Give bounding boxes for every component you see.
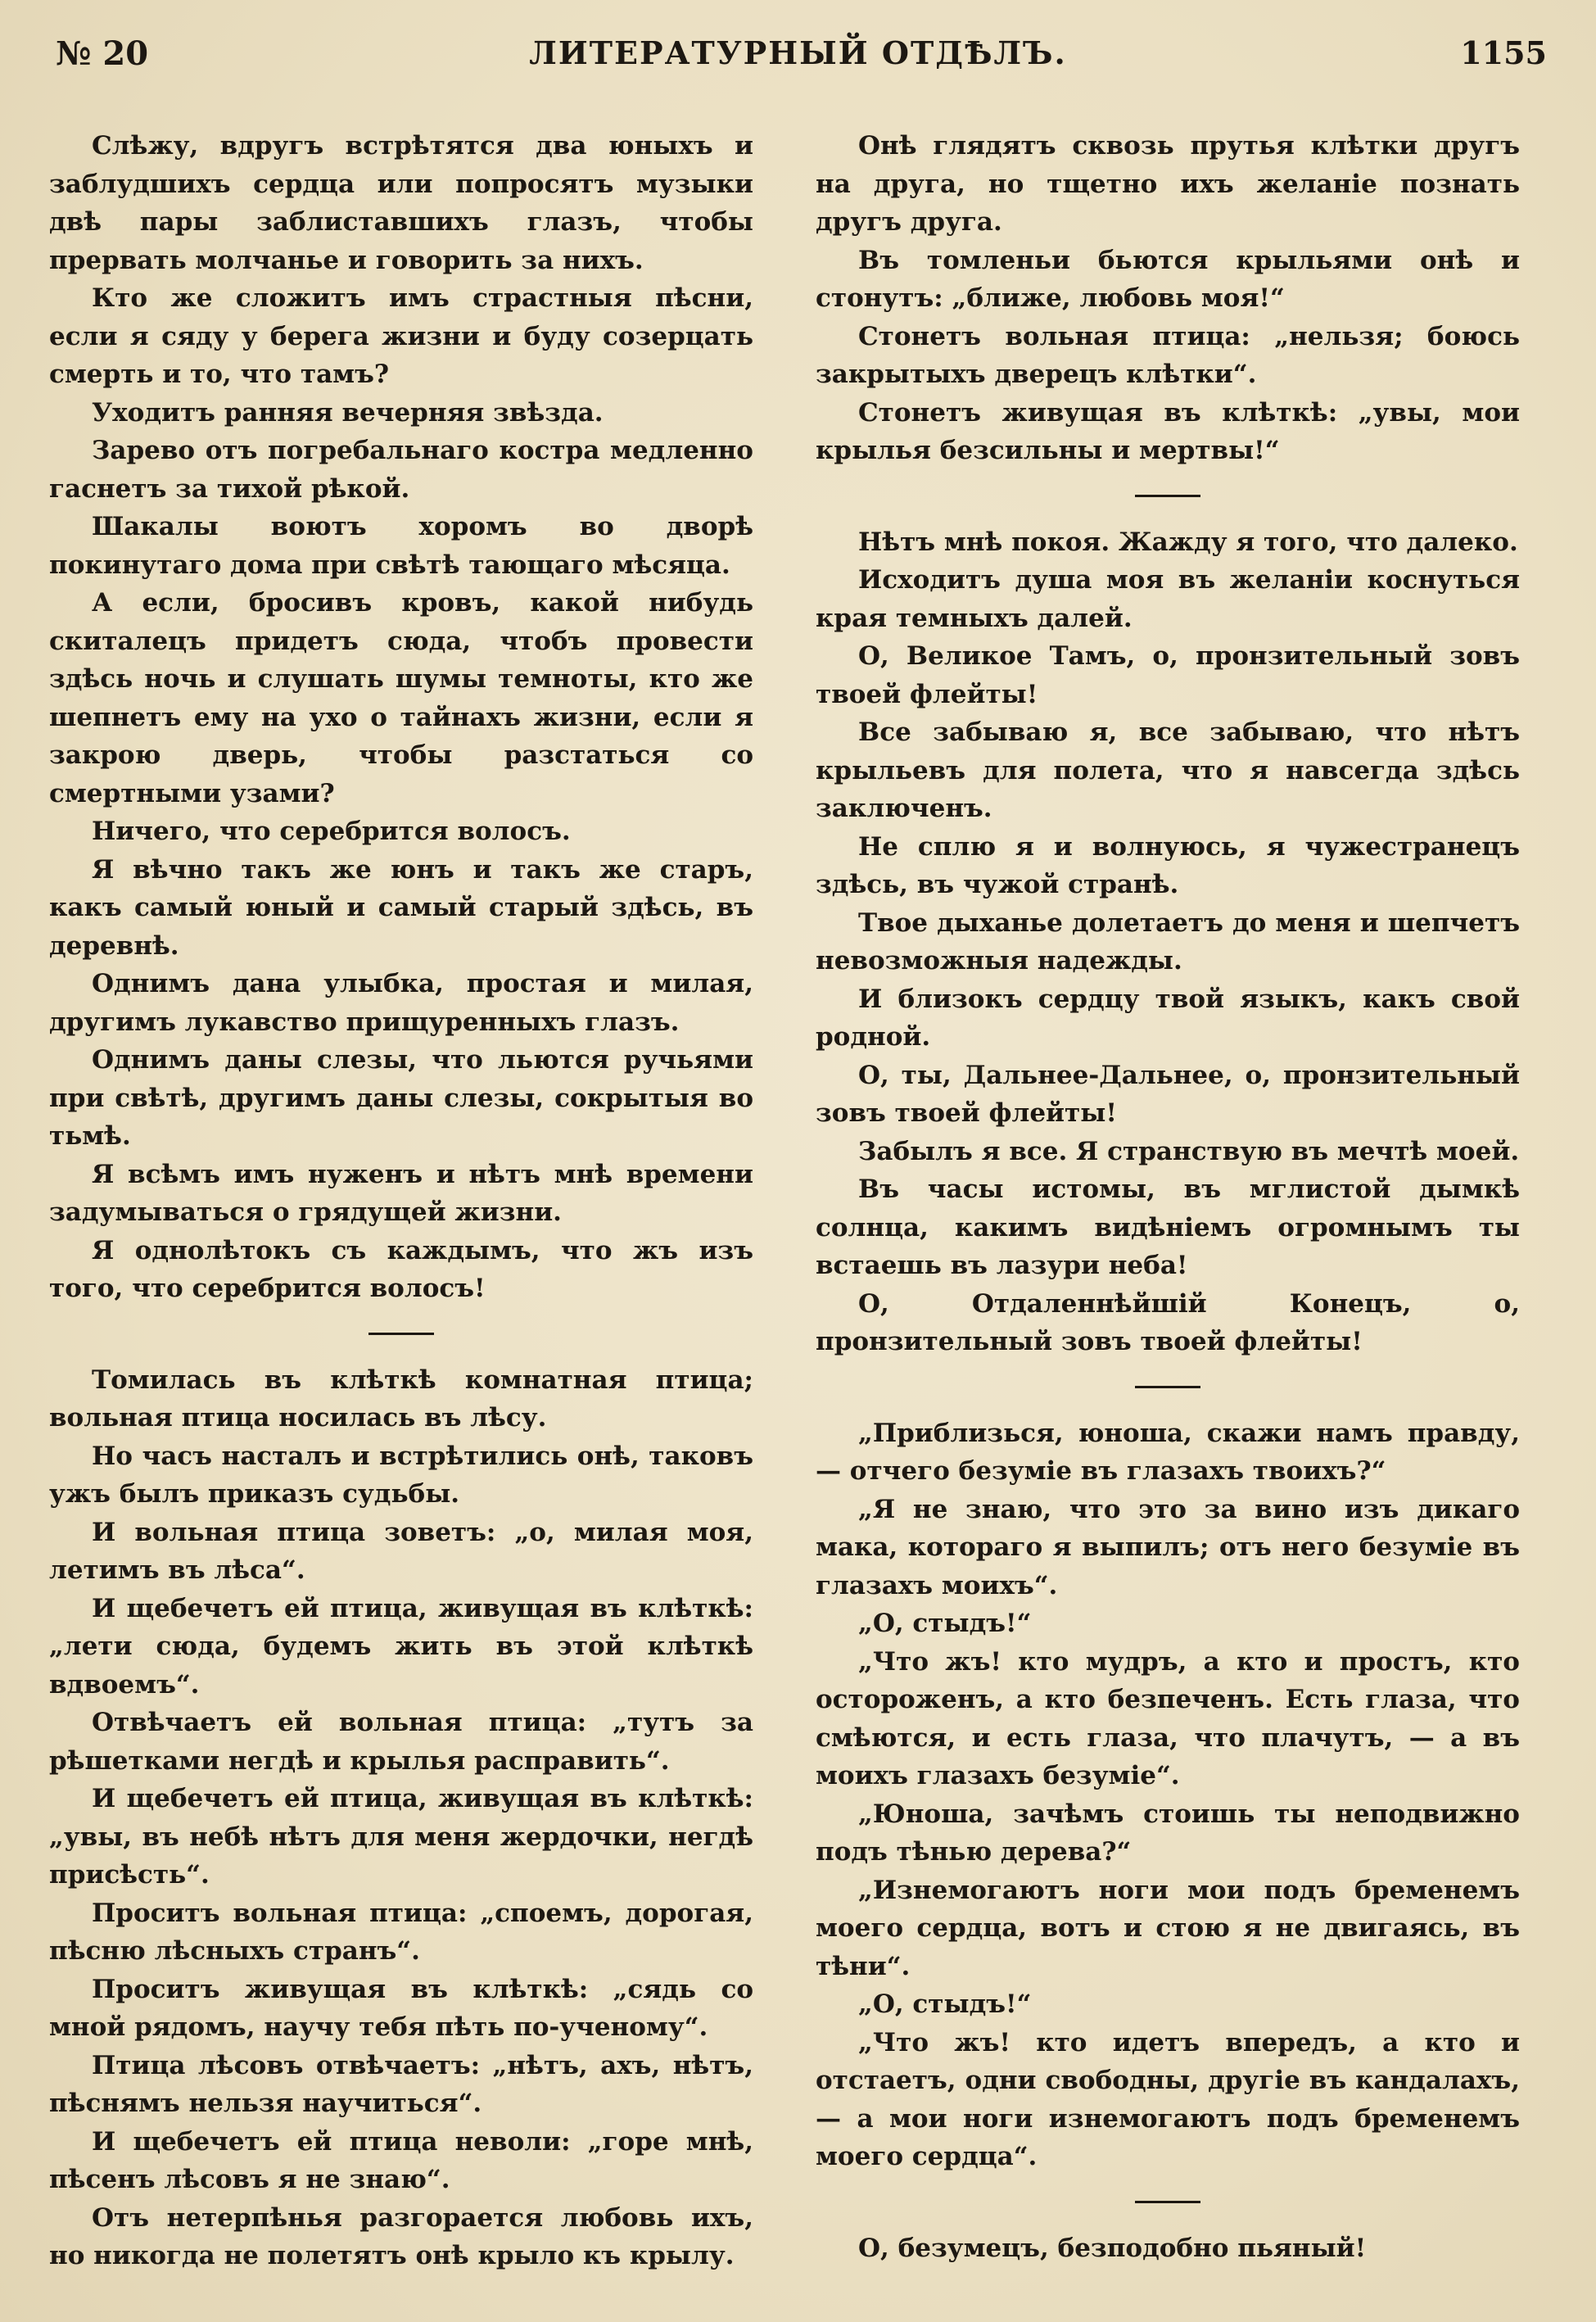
paragraph: „Юноша, зачѣмъ стоишь ты неподвижно подъ тѣнью дерева?“	[816, 1799, 1520, 1867]
paragraph: „Изнемогаютъ ноги мои подъ бременемъ моего сердца, вотъ и стою я не двигаясь, въ тѣни“.	[816, 1875, 1520, 1981]
paragraph: Не сплю я и волнуюсь, я чужестранецъ здѣсь, въ чужой странѣ.	[816, 831, 1520, 899]
section-title: ЛИТЕРАТУРНЫЙ ОТДѢЛЪ.	[529, 34, 1067, 71]
paragraph: „О, стыдъ!“	[858, 1609, 1032, 1638]
paragraph: И щебечетъ ей птица, живущая въ клѣткѣ: „лети сюда, будемъ жить въ этой клѣткѣ вдвоемъ“.	[49, 1593, 753, 1700]
left-column	[49, 127, 753, 2275]
paragraph: И вольная птица зоветъ: „о, милая моя, летимъ въ лѣса“.	[49, 1517, 753, 1585]
paragraph: Проситъ вольная птица: „споемъ, дорогая, пѣсню лѣсныхъ странъ“.	[49, 1898, 753, 1966]
section-divider	[1135, 2201, 1200, 2203]
paragraph: „Приблизься, юноша, скажи намъ правду,— отчего безуміе въ глазахъ твоихъ?“	[816, 1418, 1520, 1486]
section-divider	[1135, 495, 1200, 497]
paragraph: Стонетъ живущая въ клѣткѣ: „увы, мои крылья безсильны и мертвы!“	[816, 397, 1520, 465]
paragraph: А если, бросивъ кровъ, какой нибудь скиталецъ придетъ сюда, чтобъ провести здѣсь ночь и слушать шумы темноты, кто же шепнетъ ему на ухо о тайнахъ жизни, если я закрою дверь, чтобы разстаться со смертными узами?	[49, 588, 753, 808]
paragraph: Я однолѣтокъ съ каждымъ, что жъ изъ того, что серебрится волосъ!	[49, 1235, 753, 1303]
section-divider	[1135, 1386, 1200, 1388]
paragraph: Твое дыханье долетаетъ до меня и шепчетъ невозможныя надежды.	[816, 908, 1520, 975]
paragraph: Уходитъ ранняя вечерняя звѣзда.	[92, 397, 604, 428]
paragraph: Томилась въ клѣткѣ комнатная птица; вольная птица носилась въ лѣсу.	[49, 1365, 753, 1433]
page-number: 1155	[1460, 34, 1547, 71]
paragraph: О, безумецъ, безподобно пьяный!	[858, 2233, 1367, 2263]
paragraph: „Что жъ! кто мудръ, а кто и простъ, кто остороженъ, а кто безпеченъ. Есть глаза, что смѣются, и есть глаза, что плачутъ, — а въ моихъ глазахъ безуміе“.	[816, 1646, 1520, 1790]
paragraph: О, Великое Тамъ, о, пронзительный зовъ твоей флейты!	[816, 641, 1520, 709]
paragraph: Онѣ глядятъ сквозь прутья клѣтки другъ на друга, но тщетно ихъ желаніе познать другъ друга.	[816, 131, 1520, 237]
section-divider	[368, 1333, 434, 1335]
paragraph: Слѣжу, вдругъ встрѣтятся два юныхъ и заблудшихъ сердца или попросятъ музыки двѣ пары заблиставшихъ глазъ, чтобы прервать молчанье и говорить за нихъ.	[49, 131, 753, 275]
paragraph: Шакалы воютъ хоромъ во дворѣ покинутаго дома при свѣтѣ тающаго мѣсяца.	[49, 512, 753, 580]
paragraph: И щебечетъ ей птица, живущая въ клѣткѣ: „увы, въ небѣ нѣтъ для меня жердочки, негдѣ присѣсть“.	[49, 1784, 753, 1890]
paragraph: „О, стыдъ!“	[858, 1989, 1032, 2019]
paragraph: Однимъ дана улыбка, простая и милая, другимъ лукавство прищуренныхъ глазъ.	[49, 969, 753, 1037]
paragraph: Забылъ я все. Я странствую въ мечтѣ моей.	[858, 1136, 1520, 1166]
paragraph: Въ томленьи бьются крыльями онѣ и стонутъ: „ближе, любовь моя!“	[816, 245, 1520, 313]
paragraph: Я всѣмъ имъ нуженъ и нѣтъ мнѣ времени задумываться о грядущей жизни.	[49, 1159, 753, 1227]
paragraph: Все забываю я, все забываю, что нѣтъ крыльевъ для полета, что я навсегда здѣсь заключенъ.	[816, 717, 1520, 823]
paragraph: Въ часы истомы, въ мглистой дымкѣ солнца, какимъ видѣніемъ огромнымъ ты встаешь въ лазури неба!	[816, 1175, 1520, 1280]
paragraph: Ничего, что серебрится волосъ.	[92, 817, 571, 846]
paragraph: О, ты, Дальнее-Дальнее, о, пронзительный зовъ твоей флейты!	[816, 1060, 1520, 1128]
paragraph: И щебечетъ ей птица неволи: „горе мнѣ, пѣсенъ лѣсовъ я не знаю“.	[49, 2126, 753, 2194]
paragraph: Отвѣчаетъ ей вольная птица: „тутъ за рѣшетками негдѣ и крылья расправить“.	[49, 1708, 753, 1776]
paragraph: Однимъ даны слезы, что льются ручьями при свѣтѣ, другимъ даны слезы, сокрытыя во тьмѣ.	[49, 1045, 753, 1151]
paragraph: Кто же сложитъ имъ страстныя пѣсни, если я сяду у берега жизни и буду созерцать смерть и то, что тамъ?	[49, 283, 753, 389]
paragraph: Зарево отъ погребальнаго костра медленно гаснетъ за тихой рѣкой.	[49, 436, 753, 504]
paragraph: И близокъ сердцу твой языкъ, какъ свой родной.	[816, 984, 1520, 1052]
paragraph: Стонетъ вольная птица: „нельзя; боюсь закрытыхъ дверецъ клѣтки“.	[816, 321, 1520, 389]
paragraph: Проситъ живущая въ клѣткѣ: „сядь со мной рядомъ, научу тебя пѣть по-ученому“.	[49, 1974, 753, 2042]
paragraph: Но часъ насталъ и встрѣтились онѣ, таковъ ужъ былъ приказъ судьбы.	[49, 1441, 753, 1509]
paragraph: Отъ нетерпѣнья разгорается любовь ихъ, но никогда не полетятъ онѣ крыло къ крылу.	[49, 2202, 753, 2270]
page-header	[49, 34, 1547, 84]
paragraph: О, Отдаленнѣйшій Конецъ, о, пронзительный зовъ твоей флейты!	[816, 1288, 1520, 1356]
paragraph: „Что жъ! кто идетъ впередъ, а кто и отстаетъ, одни свободны, другіе въ кандалахъ,— а мои ноги изнемогаютъ подъ бременемъ моего сердца“.	[816, 2027, 1520, 2171]
paragraph: Исходитъ душа моя въ желаніи коснуться края темныхъ далей.	[816, 565, 1520, 633]
paragraph: Нѣтъ мнѣ покоя. Жажду я того, что далеко.	[858, 527, 1518, 557]
paragraph: Я вѣчно такъ же юнъ и такъ же старъ, какъ самый юный и самый старый здѣсь, въ деревнѣ.	[49, 854, 753, 961]
paragraph: „Я не знаю, что это за вино изъ дикаго мака, котораго я выпилъ; отъ него безуміе въ глазахъ моихъ“.	[816, 1494, 1520, 1600]
paragraph: Птица лѣсовъ отвѣчаетъ: „нѣтъ, ахъ, нѣтъ, пѣснямъ нельзя научиться“.	[49, 2050, 753, 2118]
right-column	[816, 127, 1520, 2267]
issue-number: № 20	[56, 34, 149, 73]
